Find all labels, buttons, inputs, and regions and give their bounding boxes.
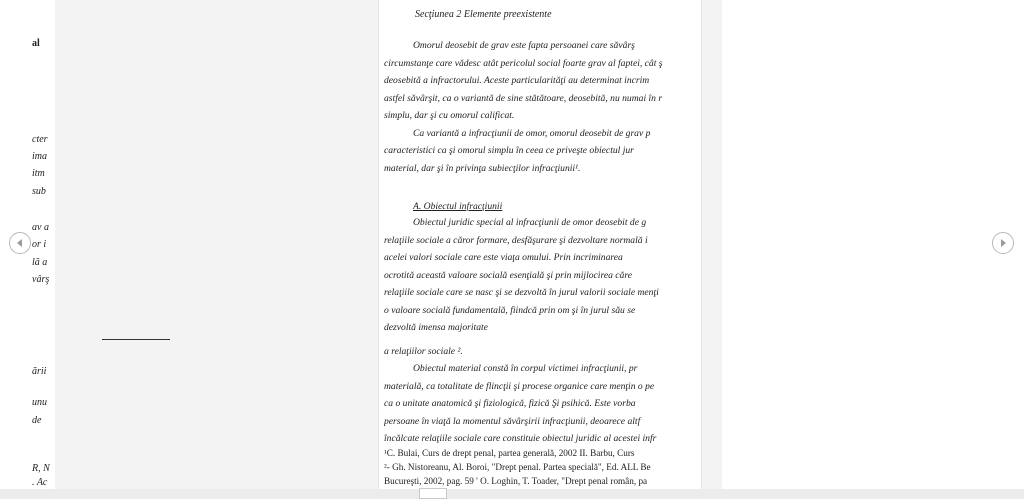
- paragraph-line: astfel săvârşit, ca o variantă de sine stătătoare, deosebită, nu numai în r: [384, 92, 663, 104]
- left-page-fragment: cter: [32, 134, 48, 145]
- left-page-fragment: vârş: [32, 274, 50, 285]
- footnote-separator-left: [102, 339, 170, 340]
- chevron-left-icon: [15, 238, 25, 248]
- paragraph-line: persoane în viaţă la momentul săvârşirii infracţiunii, deoarece altf: [384, 415, 641, 427]
- paragraph-line: deosebită a infractorului. Aceste particularităţi au determinat incrim: [384, 75, 650, 86]
- paragraph-line: simplu, dar şi cu omorul calificat.: [384, 110, 515, 121]
- left-page-fragment: . Ac: [32, 477, 48, 488]
- left-page-fragment: itm: [32, 168, 45, 179]
- left-page-fragment: de: [32, 415, 42, 426]
- paragraph-line: Obiectul material constă în corpul victimei infracţiunii, pr: [413, 363, 638, 374]
- previous-page-button[interactable]: [9, 232, 31, 254]
- paragraph-line: relaţiile sociale a căror formare, desfăşurare şi dezvoltare normală i: [384, 234, 648, 246]
- left-page-fragment: R, N: [32, 463, 50, 474]
- paragraph-line: Omorul deosebit de grav este fapta persoanei care săvârş: [413, 40, 635, 51]
- footnote: ¹C. Bulai, Curs de drept penal, partea generală, 2002 II. Barbu, Curs: [384, 448, 635, 458]
- left-page-fragment: unu: [32, 397, 47, 408]
- paragraph-line: încălcate relaţiile sociale care constituie obiectul juridic al acestei infr: [384, 433, 657, 444]
- paragraph-line: material, dar şi în privinţa subiecţilor infracţiunii¹.: [384, 162, 581, 174]
- footnote: ²- Gh. Nistoreanu, Al. Boroi, "Drept penal. Partea specială", Ed. ALL Be: [384, 462, 651, 472]
- paragraph-line: caracteristici ca şi omorul simplu în ceea ce priveşte obiectul jur: [384, 145, 634, 156]
- paragraph-line: ocrotită această valoare socială esenţială şi prin mijlocirea căre: [384, 269, 632, 281]
- left-page-fragment: sub: [32, 186, 46, 197]
- paragraph-line: ca o unitate anatomică şi fiziologică, fizică Şi psihică. Este vorba: [384, 398, 636, 409]
- paragraph-line: materială, ca totalitate de flincţii şi procese organice care menţin o pe: [384, 380, 655, 392]
- paragraph-line: circumstanţe care vădesc atât pericolul social foarte grav al faptei, cât ş: [384, 57, 663, 69]
- left-page-fragment: lă a: [32, 257, 48, 268]
- section-title: A. Obiectul infracţiunii: [413, 201, 503, 212]
- left-page-fragment: al: [32, 38, 40, 49]
- chevron-right-icon: [998, 238, 1008, 248]
- left-page-fragment: av a: [32, 222, 49, 233]
- paragraph-line: Ca variantă a infracţiunii de omor, omorul deosebit de grav p: [413, 127, 651, 139]
- left-page-fragment: ării: [32, 366, 47, 377]
- paragraph-line: dezvoltă imensa majoritate: [384, 322, 488, 333]
- paragraph-line: a relaţiilor sociale ².: [384, 345, 463, 357]
- page-right-partial: [722, 0, 1024, 499]
- left-page-fragment: or i: [32, 239, 47, 250]
- footnote: Bucureşti, 2002, pag. 59 ' O. Loghin, T. Toader, "Drept penal român, pa: [384, 476, 648, 486]
- paragraph-line: Obiectul juridic special al infracţiunii de omor deosebit de g: [413, 217, 647, 228]
- page-center: [378, 0, 702, 499]
- scrollbar-thumb[interactable]: [419, 488, 447, 499]
- left-page-fragment: ima: [32, 151, 47, 162]
- paragraph-line: acelei valori sociale care este viaţa omului. Prin incriminarea: [384, 252, 623, 263]
- horizontal-scrollbar[interactable]: [0, 489, 1024, 499]
- page-header: Secţiunea 2 Elemente preexistente: [415, 9, 552, 20]
- next-page-button[interactable]: [992, 232, 1014, 254]
- paragraph-line: o valoare socială fundamentală, fiindcă prin om şi în jurul său se: [384, 304, 636, 316]
- footnotes: [384, 446, 696, 488]
- paragraph-line: relaţiile sociale care se nasc şi se dezvoltă în jurul valorii sociale menţi: [384, 287, 659, 298]
- page-body: [384, 37, 696, 448]
